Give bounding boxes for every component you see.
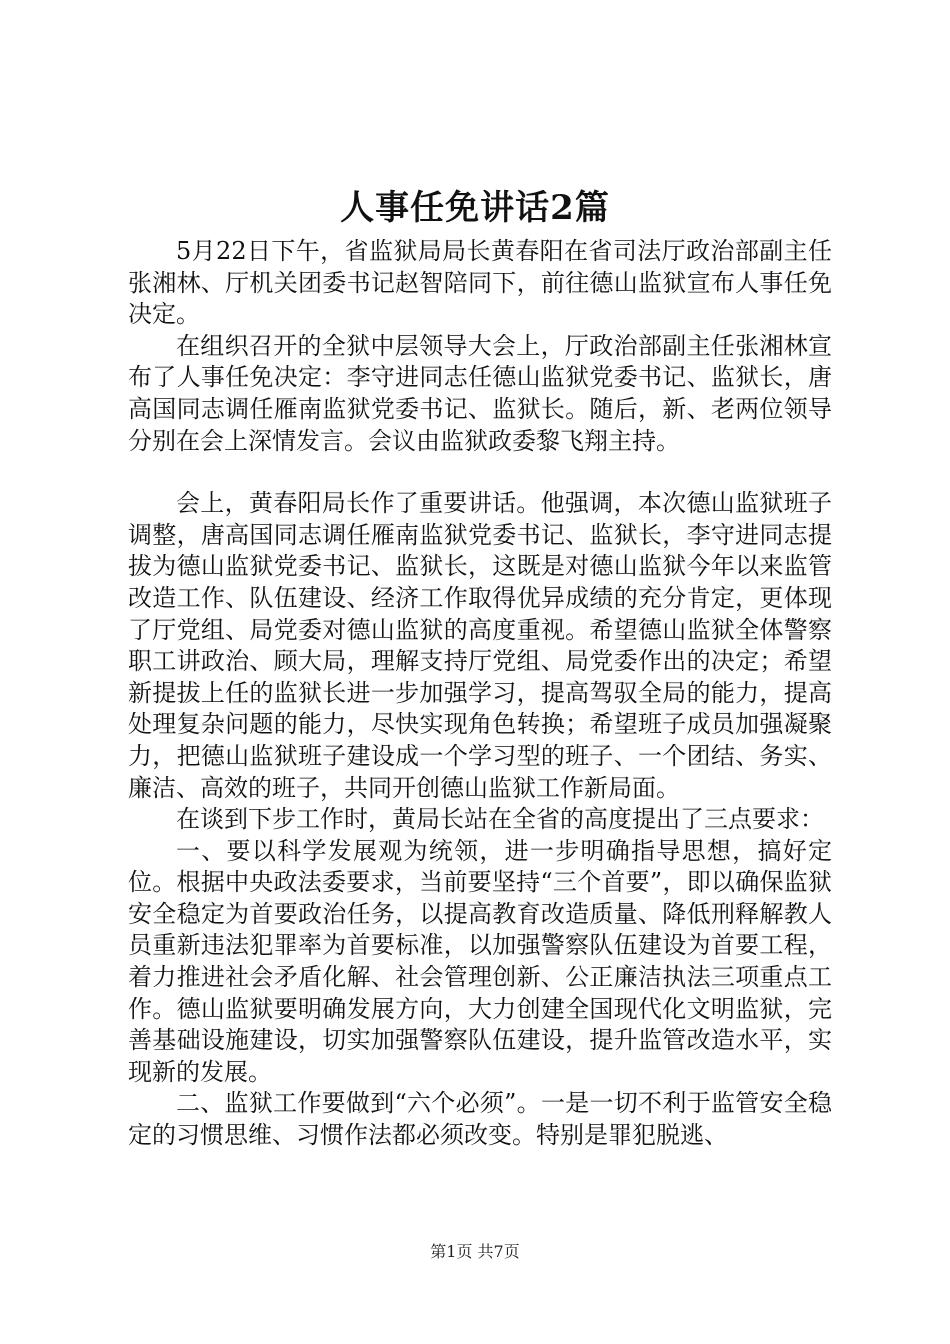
paragraph-1: 5月22日下午，省监狱局局长黄春阳在省司法厅政治部副主任张湘林、厅机关团委书记赵智陪同下，前往德山监狱宣布人事任免决定。 (128, 237, 832, 329)
page-number-footer: 第1页 共7页 (430, 1242, 520, 1261)
paragraph-spacer (128, 457, 832, 488)
paragraph-5: 一、要以科学发展观为统领，进一步明确指导思想，搞好定位。根据中央政法委要求，当前要坚持“三个首要”，即以确保监狱安全稳定为首要政治任务，以提高教育改造质量、降低刑释解教人员重新违法犯罪率为首要标准，以加强警察队伍建设为首要工程，着力推进社会矛盾化解、社会管理创新、公正廉洁执法三项重点工作。德山监狱要明确发展方向，大力创建全国现代化文明监狱，完善基础设施建设，切实加强警察队伍建设，提升监管改造水平，实现新的发展。 (128, 836, 832, 1086)
paragraph-2: 在组织召开的全狱中层领导大会上，厅政治部副主任张湘林宣布了人事任免决定：李守进同志任德山监狱党委书记、监狱长，唐高国同志调任雁南监狱党委书记、监狱长。随后，新、老两位领导分别在会上深情发言。会议由监狱政委黎飞翔主持。 (128, 331, 832, 455)
paragraph-3: 会上，黄春阳局长作了重要讲话。他强调，本次德山监狱班子调整，唐高国同志调任雁南监狱党委书记、监狱长，李守进同志提拔为德山监狱党委书记、监狱长，这既是对德山监狱今年以来监管改造工作、队伍建设、经济工作取得优异成绩的充分肯定，更体现了厅党组、局党委对德山监狱的高度重视。希望德山监狱全体警察职工讲政治、顾大局，理解支持厅党组、局党委作出的决定；希望新提拔上任的监狱长进一步加强学习，提高驾驭全局的能力，提高处理复杂问题的能力，尽快实现角色转换；希望班子成员加强凝聚力，把德山监狱班子建设成一个学习型的班子、一个团结、务实、廉洁、高效的班子，共同开创德山监狱工作新局面。 (128, 489, 832, 802)
paragraph-6: 二、监狱工作要做到“六个必须”。一是一切不利于监管安全稳定的习惯思维、习惯作法都必须改变。特别是罪犯脱逃、 (128, 1089, 832, 1150)
document-title: 人事任免讲话2篇 (340, 188, 610, 228)
paragraph-4: 在谈到下步工作时，黄局长站在全省的高度提出了三点要求： (176, 805, 824, 834)
document-body (128, 236, 832, 1152)
